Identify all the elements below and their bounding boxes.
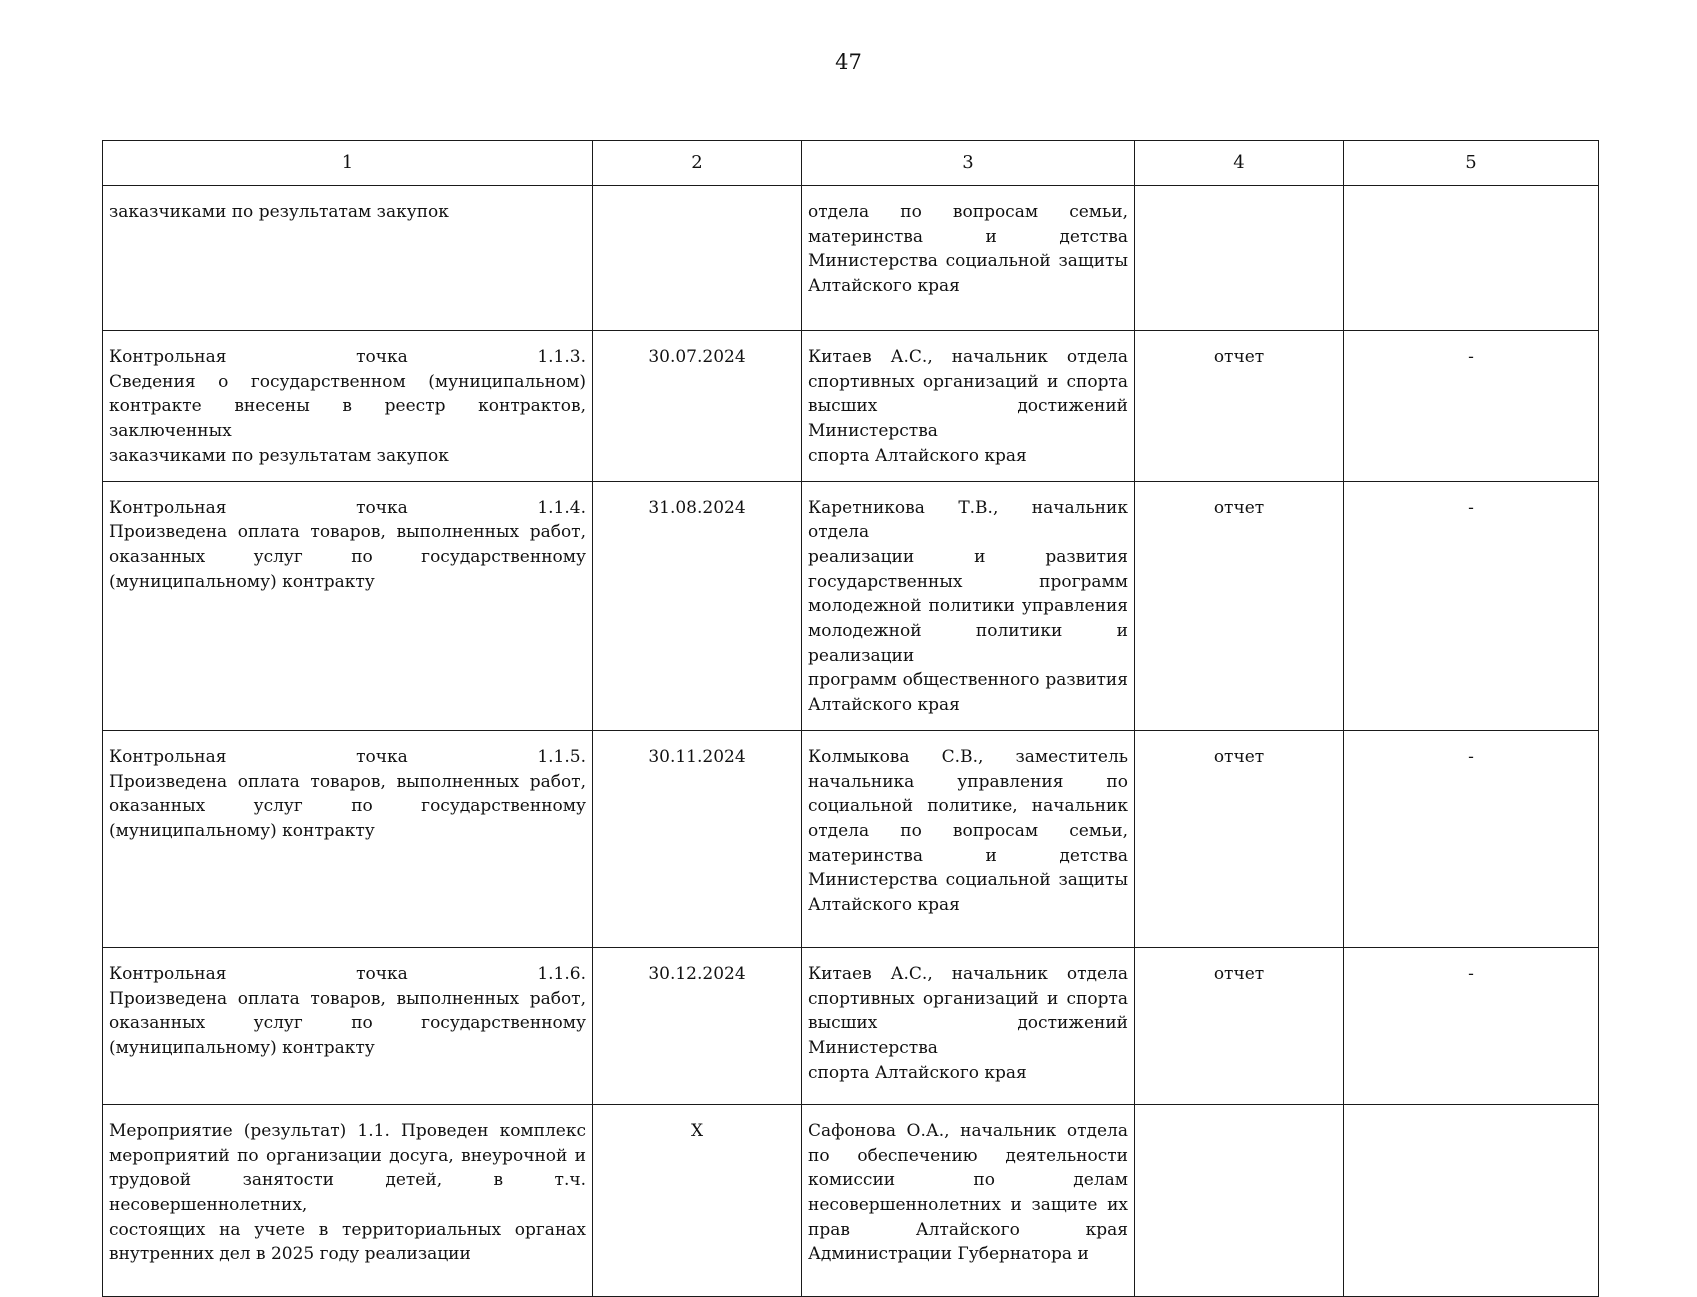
description-cell-line: оказанных услуг по государственному [109,796,586,817]
description-cell [103,1104,593,1296]
notes-cell [1344,1104,1599,1296]
description-cell-line: контракте внесены в реестр контрактов, заключенных [109,396,586,442]
table-row [103,947,1599,1104]
description-cell-line: оказанных услуг по государственному [109,546,586,567]
description-cell-line: мероприятий по организации досуга, внеурочной и [109,1145,586,1166]
responsible-cell-line: несовершеннолетних и защите их [808,1194,1128,1215]
notes-cell: - [1344,947,1599,1104]
document-type-cell: отчет [1135,481,1344,730]
description-cell-line: (муниципальному) контракту [109,1037,375,1058]
notes-cell: - [1344,331,1599,482]
responsible-cell-line: Алтайского края [808,276,960,297]
header-col-4: 4 [1135,141,1344,186]
date-cell: 30.07.2024 [593,331,802,482]
notes-cell: - [1344,730,1599,947]
responsible-cell-line: Министерства социальной защиты [808,251,1128,272]
description-cell-line: оказанных услуг по государственному [109,1013,586,1034]
description-cell-line: Контрольная точка 1.1.6. [109,963,586,984]
responsible-cell-line: спортивных организаций и спорта [808,988,1128,1009]
responsible-cell-line: высших достижений Министерства [808,1013,1128,1058]
description-cell-line: внутренних дел в 2025 году реализации [109,1244,471,1265]
responsible-cell-line: программ общественного развития [808,670,1128,691]
control-points-table [102,140,1599,1297]
responsible-cell-line: Китаев А.С., начальник отдела [808,963,1128,984]
description-cell [103,481,593,730]
responsible-cell [802,186,1135,331]
description-cell [103,947,593,1104]
description-cell-line: состоящих на учете в территориальных органах [109,1219,586,1240]
responsible-cell-line: материнства и детства [808,226,1128,247]
responsible-cell-line: молодежной политики и реализации [808,621,1128,666]
description-cell-line: заказчиками по результатам закупок [109,445,449,466]
responsible-cell-line: отдела по вопросам семьи, [808,820,1128,841]
description-cell [103,186,593,331]
responsible-cell [802,481,1135,730]
date-cell: 30.11.2024 [593,730,802,947]
responsible-cell-line: высших достижений Министерства [808,396,1128,442]
page-number: 47 [835,50,862,74]
document-type-cell: отчет [1135,331,1344,482]
responsible-cell-line: спорта Алтайского края [808,445,1027,466]
responsible-cell [802,331,1135,482]
description-cell-line: трудовой занятости детей, в т.ч. несовершеннолетних, [109,1170,586,1215]
responsible-cell [802,1104,1135,1296]
description-cell-line: Контрольная точка 1.1.3. [109,347,586,367]
responsible-cell-line: Колмыкова С.В., заместитель [808,746,1128,767]
responsible-cell-line: Каретникова Т.В., начальник отдела [808,497,1128,543]
date-cell: 30.12.2024 [593,947,802,1104]
responsible-cell-line: материнства и детства [808,845,1128,866]
description-cell [103,730,593,947]
responsible-cell-line: спорта Алтайского края [808,1062,1027,1083]
notes-cell: - [1344,481,1599,730]
document-type-cell [1135,1104,1344,1296]
responsible-cell-line: государственных программ [808,571,1128,592]
responsible-cell-line: прав Алтайского края [808,1219,1128,1240]
responsible-cell-line: комиссии по делам [808,1170,1128,1191]
responsible-cell-line: Алтайского края [808,895,960,916]
header-row [103,141,1599,186]
document-type-cell [1135,186,1344,331]
table-row [103,1104,1599,1296]
notes-cell [1344,186,1599,331]
description-cell [103,331,593,482]
table-row [103,481,1599,730]
document-type-cell: отчет [1135,730,1344,947]
header-col-5: 5 [1344,141,1599,186]
responsible-cell-line: отдела по вопросам семьи, [808,202,1128,222]
table-row [103,331,1599,482]
responsible-cell [802,730,1135,947]
responsible-cell-line: по обеспечению деятельности [808,1145,1128,1166]
date-cell: 31.08.2024 [593,481,802,730]
description-cell-line: Контрольная точка 1.1.4. [109,497,586,518]
responsible-cell-line: начальника управления по [808,771,1128,792]
date-cell [593,186,802,331]
responsible-cell-line: социальной политике, начальник [808,796,1128,817]
table-row [103,186,1599,331]
header-col-1: 1 [103,141,593,186]
description-cell-line: заказчиками по результатам закупок [109,202,449,222]
responsible-cell [802,947,1135,1104]
description-cell-line: Сведения о государственном (муниципальном) [109,371,586,392]
document-type-cell: отчет [1135,947,1344,1104]
description-cell-line: Контрольная точка 1.1.5. [109,746,586,767]
responsible-cell-line: Администрации Губернатора и [808,1244,1089,1265]
description-cell-line: Мероприятие (результат) 1.1. Проведен комплекс [109,1120,586,1141]
header-col-3: 3 [802,141,1135,186]
responsible-cell-line: Министерства социальной защиты [808,870,1128,891]
responsible-cell-line: молодежной политики управления [808,596,1128,617]
description-cell-line: (муниципальному) контракту [109,571,375,592]
description-cell-line: Произведена оплата товаров, выполненных работ, [109,988,586,1009]
responsible-cell-line: Алтайского края [808,695,960,716]
responsible-cell-line: спортивных организаций и спорта [808,371,1128,392]
description-cell-line: Произведена оплата товаров, выполненных работ, [109,522,586,543]
table-row [103,730,1599,947]
description-cell-line: (муниципальному) контракту [109,820,375,841]
responsible-cell-line: реализации и развития [808,546,1128,567]
responsible-cell-line: Китаев А.С., начальник отдела [808,347,1128,367]
responsible-cell-line: Сафонова О.А., начальник отдела [808,1120,1128,1141]
header-col-2: 2 [593,141,802,186]
description-cell-line: Произведена оплата товаров, выполненных работ, [109,771,586,792]
date-cell: X [593,1104,802,1296]
